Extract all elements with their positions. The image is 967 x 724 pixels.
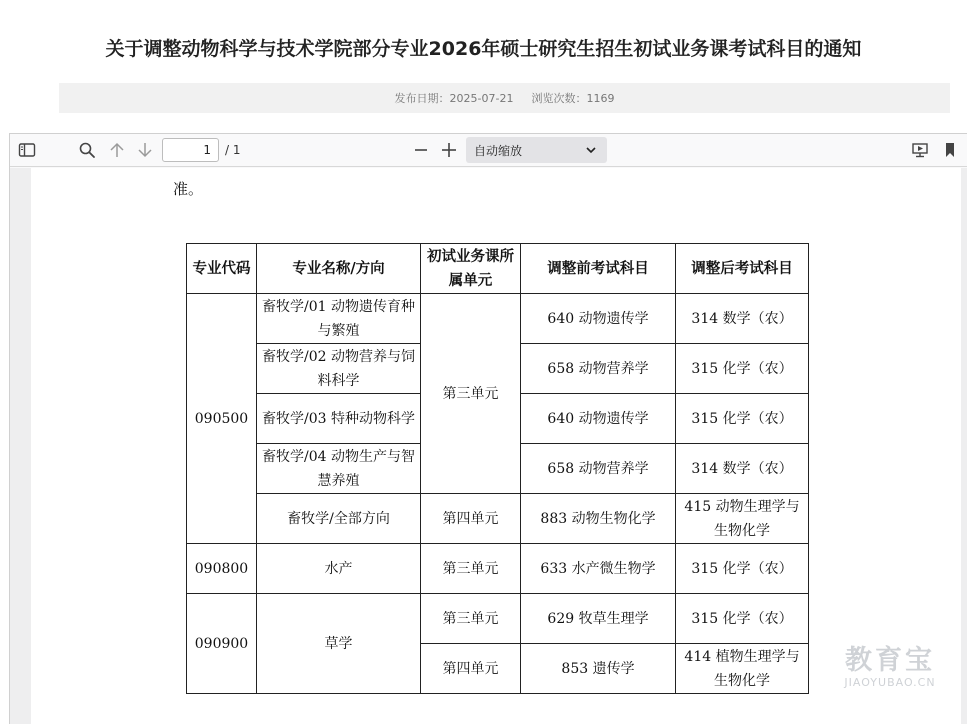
- subject-after: 414 植物生理学与生物化学: [676, 644, 809, 694]
- major-name: 畜牧学/03 特种动物科学: [257, 394, 421, 444]
- subject-after: 315 化学（农）: [676, 344, 809, 394]
- table-row: [187, 494, 809, 544]
- table-header: 专业代码: [187, 244, 257, 294]
- sidebar-toggle-icon: [18, 142, 36, 158]
- bookmark-button[interactable]: [939, 139, 961, 161]
- subject-after: 315 化学（农）: [676, 594, 809, 644]
- exam-unit: 第四单元: [421, 494, 521, 544]
- presentation-mode-button[interactable]: [909, 139, 931, 161]
- major-name: 畜牧学/02 动物营养与饲料科学: [257, 344, 421, 394]
- major-name: 畜牧学/04 动物生产与智慧养殖: [257, 444, 421, 494]
- major-code: 090500: [187, 294, 257, 544]
- bookmark-icon: [943, 141, 957, 159]
- pdf-viewer: [9, 133, 967, 724]
- course-table: [186, 243, 809, 694]
- subject-before: 640 动物遗传学: [521, 394, 676, 444]
- table-header: 调整前考试科目: [521, 244, 676, 294]
- subject-after: 314 数学（农）: [676, 294, 809, 344]
- lead-text: 准。: [173, 180, 204, 198]
- table-row: [187, 594, 809, 644]
- document-page: [31, 168, 961, 724]
- publish-date: 发布日期：2025-07-21: [394, 92, 514, 105]
- subject-before: 883 动物生物化学: [521, 494, 676, 544]
- subject-after: 315 化学（农）: [676, 394, 809, 444]
- sidebar-toggle-button[interactable]: [16, 139, 38, 161]
- zoom-out-button[interactable]: [410, 139, 432, 161]
- major-name: 水产: [257, 544, 421, 594]
- view-count: 浏览次数：1169: [531, 92, 615, 105]
- page-total: / 1: [225, 143, 241, 157]
- page-title: 关于调整动物科学与技术学院部分专业2026年硕士研究生招生初试业务课考试科目的通知: [105, 38, 862, 60]
- exam-unit: 第三单元: [421, 294, 521, 494]
- search-icon: [78, 141, 96, 159]
- subject-before: 658 动物营养学: [521, 344, 676, 394]
- major-name: 畜牧学/全部方向: [257, 494, 421, 544]
- meta-bar: [59, 83, 950, 113]
- plus-icon: [441, 142, 457, 158]
- zoom-select[interactable]: [466, 137, 607, 163]
- exam-unit: 第三单元: [421, 594, 521, 644]
- table-header: 专业名称/方向: [257, 244, 421, 294]
- table-header: 初试业务课所属单元: [421, 244, 521, 294]
- major-code: 090900: [187, 594, 257, 694]
- table-row: [187, 544, 809, 594]
- major-name: 畜牧学/01 动物遗传育种与繁殖: [257, 294, 421, 344]
- subject-before: 633 水产微生物学: [521, 544, 676, 594]
- watermark-logo: [830, 646, 950, 690]
- subject-after: 314 数学（农）: [676, 444, 809, 494]
- subject-before: 640 动物遗传学: [521, 294, 676, 344]
- exam-unit: 第三单元: [421, 544, 521, 594]
- previous-page-button[interactable]: [106, 139, 128, 161]
- document-area[interactable]: [10, 168, 967, 724]
- zoom-select-value: 自动缩放: [474, 143, 523, 158]
- subject-after: 315 化学（农）: [676, 544, 809, 594]
- zoom-in-button[interactable]: [438, 139, 460, 161]
- table-header-row: [187, 244, 809, 294]
- minus-icon: [413, 142, 429, 158]
- table-row: [187, 294, 809, 344]
- find-button[interactable]: [76, 139, 98, 161]
- subject-before: 658 动物营养学: [521, 444, 676, 494]
- subject-before: 853 遗传学: [521, 644, 676, 694]
- watermark-sub: JIAOYUBAO.CN: [844, 676, 936, 689]
- watermark-main: 教育宝: [845, 645, 935, 676]
- pdf-toolbar: [10, 134, 967, 167]
- next-page-button[interactable]: [134, 139, 156, 161]
- page-number-input[interactable]: [162, 138, 219, 162]
- presentation-icon: [911, 141, 929, 159]
- subject-before: 629 牧草生理学: [521, 594, 676, 644]
- major-name: 草学: [257, 594, 421, 694]
- subject-after: 415 动物生理学与生物化学: [676, 494, 809, 544]
- table-header: 调整后考试科目: [676, 244, 809, 294]
- exam-unit: 第四单元: [421, 644, 521, 694]
- arrow-up-icon: [109, 141, 125, 159]
- chevron-down-icon: [585, 145, 597, 155]
- arrow-down-icon: [137, 141, 153, 159]
- major-code: 090800: [187, 544, 257, 594]
